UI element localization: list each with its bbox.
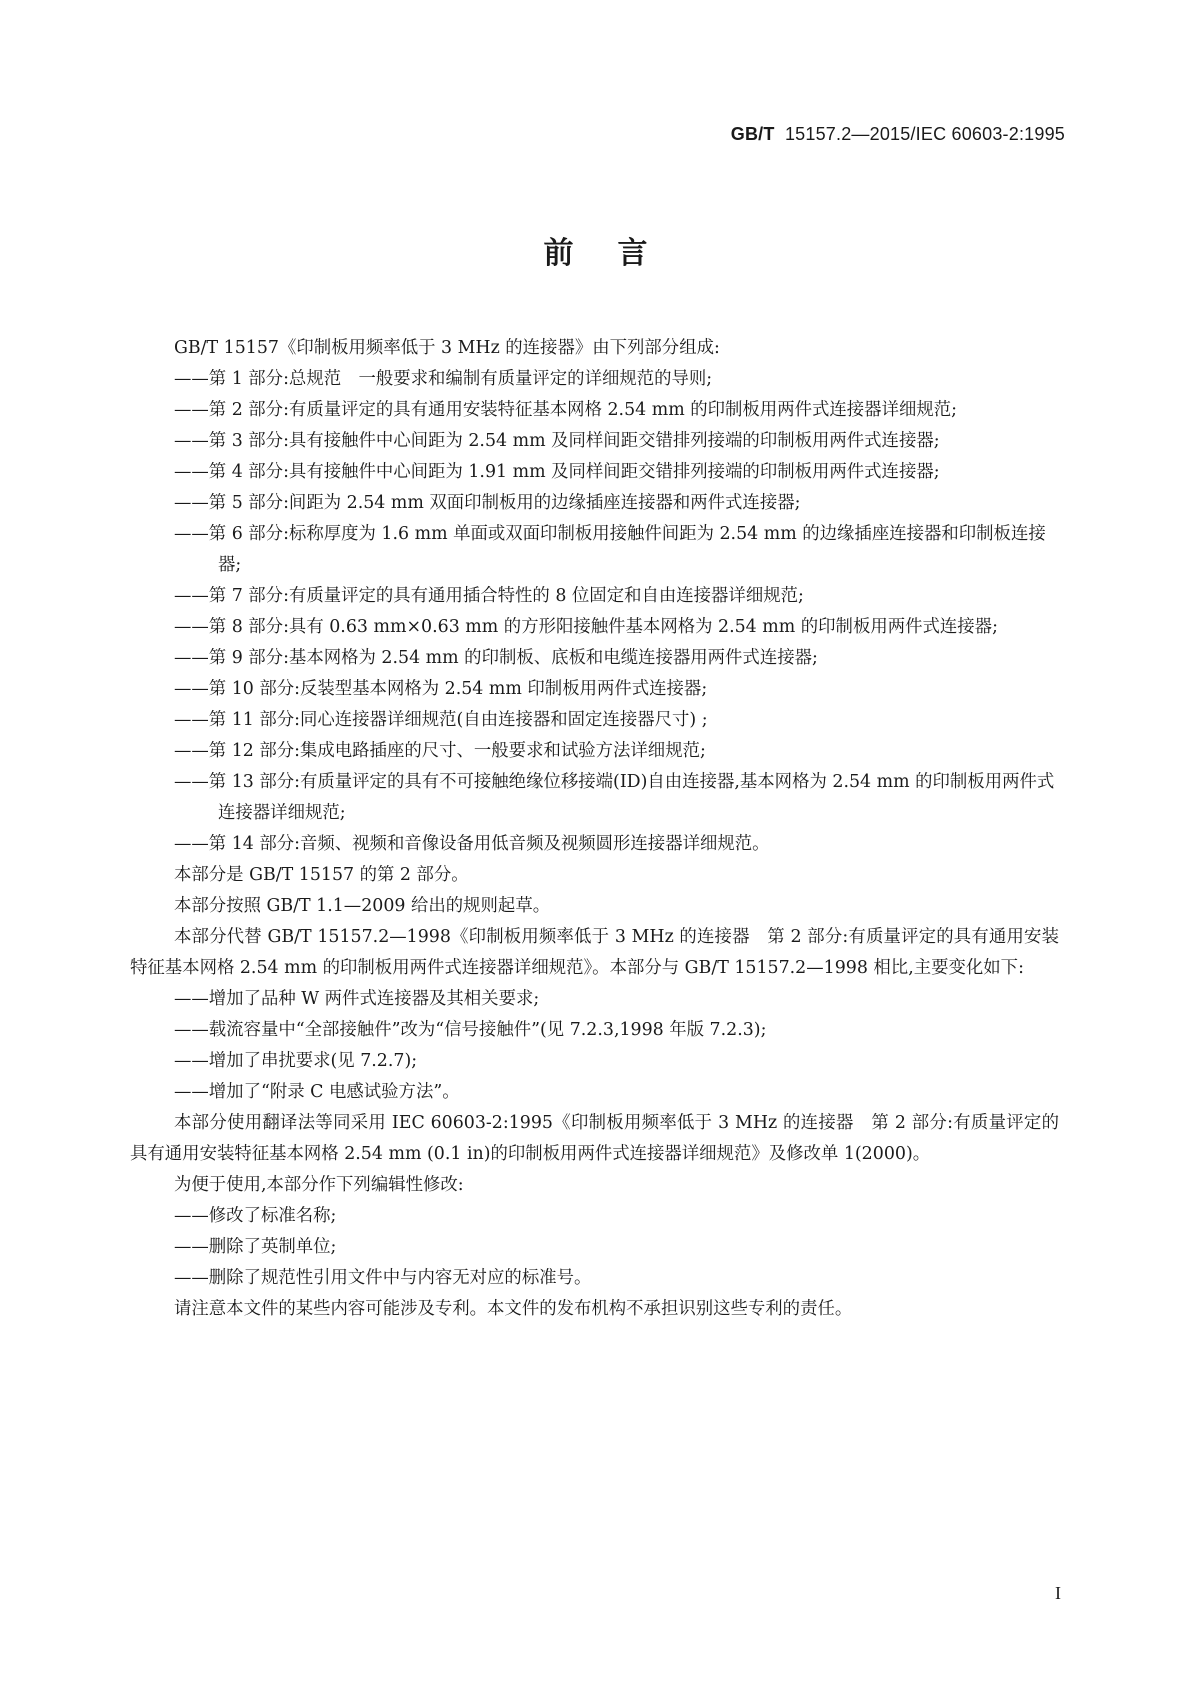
edits-list: [174, 1201, 1059, 1294]
standard-code-number: 15157.2—2015/IEC 60603-2:1995: [784, 124, 1065, 144]
patent-notice: 请注意本文件的某些内容可能涉及专利。本文件的发布机构不承担识别这些专利的责任。: [174, 1299, 853, 1319]
list-item: ——第 8 部分:具有 0.63 mm×0.63 mm 的方形阳接触件基本网格为 2.54 mm 的印制板用两件式连接器;: [174, 617, 998, 637]
list-item: ——增加了品种 W 两件式连接器及其相关要求;: [174, 989, 540, 1009]
page-title: 前言: [543, 236, 692, 271]
parts-list: [174, 364, 1059, 860]
list-item: ——第 10 部分:反装型基本网格为 2.54 mm 印制板用两件式连接器;: [174, 679, 708, 699]
translation-paragraph: 本部分使用翻译法等同采用 IEC 60603-2:1995《印制板用频率低于 3 MHz 的连接器 第 2 部分:有质量评定的具有通用安装特征基本网格 2.54 mm (0.1 in)的印制板用两件式连接器详细规范》及修改单 1(2000)。: [130, 1113, 1059, 1164]
list-item: ——第 11 部分:同心连接器详细规范(自由连接器和固定连接器尺寸) ;: [174, 710, 708, 730]
list-item: ——增加了串扰要求(见 7.2.7);: [174, 1051, 418, 1071]
replaces-paragraph: 本部分代替 GB/T 15157.2—1998《印制板用频率低于 3 MHz 的连接器 第 2 部分:有质量评定的具有通用安装特征基本网格 2.54 mm 的印制板用两件式连接器详细规范》。本部分与 GB/T 15157.2—1998 相比,主要变化如下:: [130, 927, 1059, 978]
list-item: ——修改了标准名称;: [174, 1206, 337, 1226]
list-item: ——第 3 部分:具有接触件中心间距为 2.54 mm 及同样间距交错排列接端的印制板用两件式连接器;: [174, 431, 940, 451]
standard-code-prefix: GB/T: [730, 124, 775, 144]
list-item: ——第 1 部分:总规范 一般要求和编制有质量评定的详细规范的导则;: [174, 369, 713, 389]
list-item: ——第 2 部分:有质量评定的具有通用安装特征基本网格 2.54 mm 的印制板用两件式连接器详细规范;: [174, 400, 957, 420]
document-body: [130, 333, 1059, 1325]
part-of-paragraph: 本部分是 GB/T 15157 的第 2 部分。: [174, 865, 469, 885]
list-item: ——第 4 部分:具有接触件中心间距为 1.91 mm 及同样间距交错排列接端的印制板用两件式连接器;: [174, 462, 940, 482]
list-item: ——增加了“附录 C 电感试验方法”。: [174, 1082, 460, 1102]
list-item: ——第 12 部分:集成电路插座的尺寸、一般要求和试验方法详细规范;: [174, 741, 706, 761]
list-item: ——第 13 部分:有质量评定的具有不可接触绝缘位移接端(ID)自由连接器,基本网格为 2.54 mm 的印制板用两件式连接器详细规范;: [174, 772, 1055, 823]
list-item: ——第 14 部分:音频、视频和音像设备用低音频及视频圆形连接器详细规范。: [174, 834, 770, 854]
list-item: ——第 7 部分:有质量评定的具有通用插合特性的 8 位固定和自由连接器详细规范;: [174, 586, 804, 606]
list-item: ——第 6 部分:标称厚度为 1.6 mm 单面或双面印制板用接触件间距为 2.54 mm 的边缘插座连接器和印制板连接器;: [174, 524, 1046, 575]
list-item: ——第 9 部分:基本网格为 2.54 mm 的印制板、底板和电缆连接器用两件式连接器;: [174, 648, 818, 668]
editorial-paragraph: 为便于使用,本部分作下列编辑性修改:: [174, 1175, 464, 1195]
drafting-rules-paragraph: 本部分按照 GB/T 1.1—2009 给出的规则起草。: [174, 896, 551, 916]
list-item: ——删除了规范性引用文件中与内容无对应的标准号。: [174, 1268, 592, 1288]
list-item: ——载流容量中“全部接触件”改为“信号接触件”(见 7.2.3,1998 年版 7.2.3);: [174, 1020, 767, 1040]
intro-paragraph: GB/T 15157《印制板用频率低于 3 MHz 的连接器》由下列部分组成:: [174, 338, 720, 358]
page-number: I: [1055, 1583, 1061, 1603]
changes-list: [174, 984, 1059, 1108]
list-item: ——删除了英制单位;: [174, 1237, 337, 1257]
standard-code: [731, 124, 1065, 145]
list-item: ——第 5 部分:间距为 2.54 mm 双面印制板用的边缘插座连接器和两件式连接器;: [174, 493, 801, 513]
